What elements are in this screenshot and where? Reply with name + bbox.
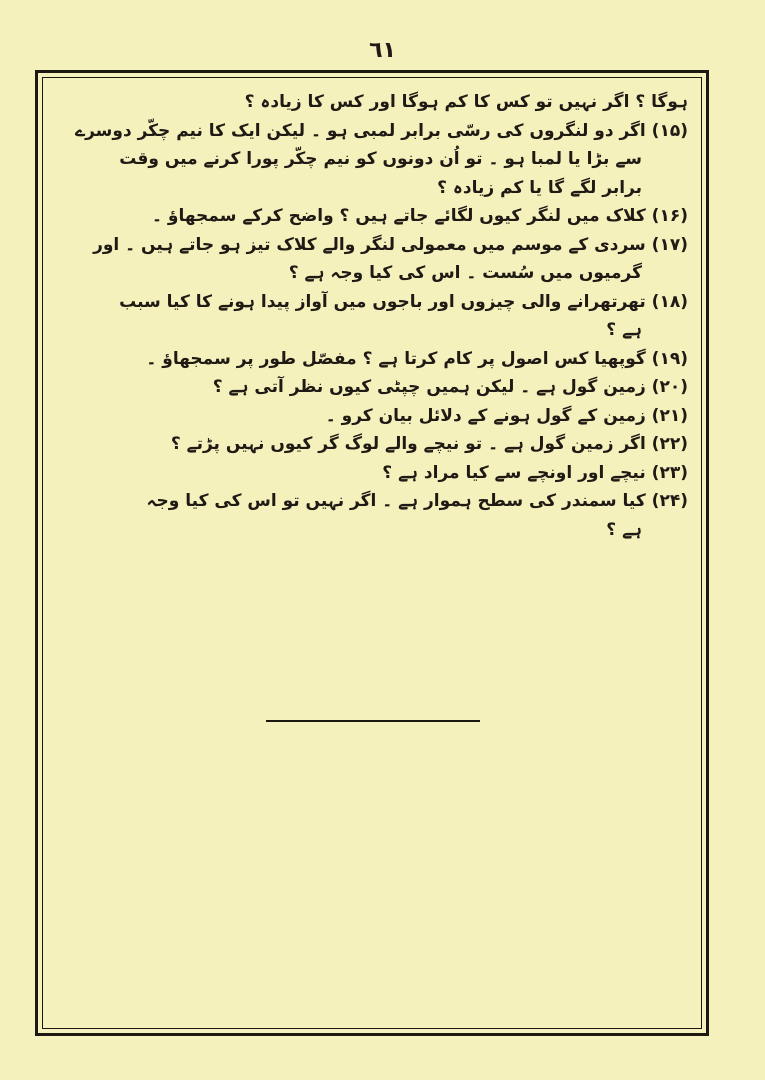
question-22: (۲۲) اگر زمین گول ہے ۔ تو نیچے والے لوگ گر کیوں نہیں پڑتے ؟ [170, 434, 688, 454]
question-list [60, 88, 688, 544]
text-line: ہوگا ؟ اگر نہیں تو کس کا کم ہوگا اور کس کا زیادہ ؟ [244, 92, 688, 112]
question-15-line-1: (۱۵) اگر دو لنگروں کی رسّی برابر لمبی ہو ۔ لیکن ایک کا نیم چکّر دوسرے [75, 120, 688, 141]
page-number: ٦١ [369, 38, 396, 63]
question-17-line-1: (۱۷) سردی کے موسم میں معمولی لنگر والے کلاک تیز ہو جاتے ہیں ۔ اور [93, 234, 688, 255]
question-15-line-2: سے بڑا یا لمبا ہو ۔ تو اُن دونوں کو نیم چکّر پورا کرنے میں وقت [119, 149, 642, 169]
question-24-line-2: ہے ؟ [606, 519, 642, 540]
question-16: (۱۶) کلاک میں لنگر کیوں لگائے جاتے ہیں ؟ واضح کرکے سمجھاؤ ۔ [152, 206, 688, 226]
question-17-line-2: گرمیوں میں سُست ۔ اس کی کیا وجہ ہے ؟ [288, 263, 642, 283]
question-18-line-2: ہے ؟ [606, 320, 642, 340]
question-15-line-3: برابر لگے گا یا کم زیادہ ؟ [437, 177, 642, 198]
question-19: (۱۹) گوپھیا کس اصول پر کام کرتا ہے ؟ مفصّل طور پر سمجھاؤ ۔ [146, 348, 688, 369]
question-21: (۲۱) زمین کے گول ہونے کے دلائل بیان کرو ۔ [325, 405, 688, 426]
question-23: (۲۳) نیچے اور اونچے سے کیا مراد ہے ؟ [382, 462, 688, 483]
question-24-line-1: (۲۴) کیا سمندر کی سطح ہموار ہے ۔ اگر نہیں تو اس کی کیا وجہ [146, 491, 688, 511]
section-divider [266, 720, 480, 722]
question-20: (۲۰) زمین گول ہے ۔ لیکن ہمیں چپٹی کیوں نظر آتی ہے ؟ [212, 377, 688, 397]
question-18-line-1: (۱۸) تھرتھرانے والی چیزوں اور باجوں میں آواز پیدا ہونے کا کیا سبب [119, 291, 688, 312]
